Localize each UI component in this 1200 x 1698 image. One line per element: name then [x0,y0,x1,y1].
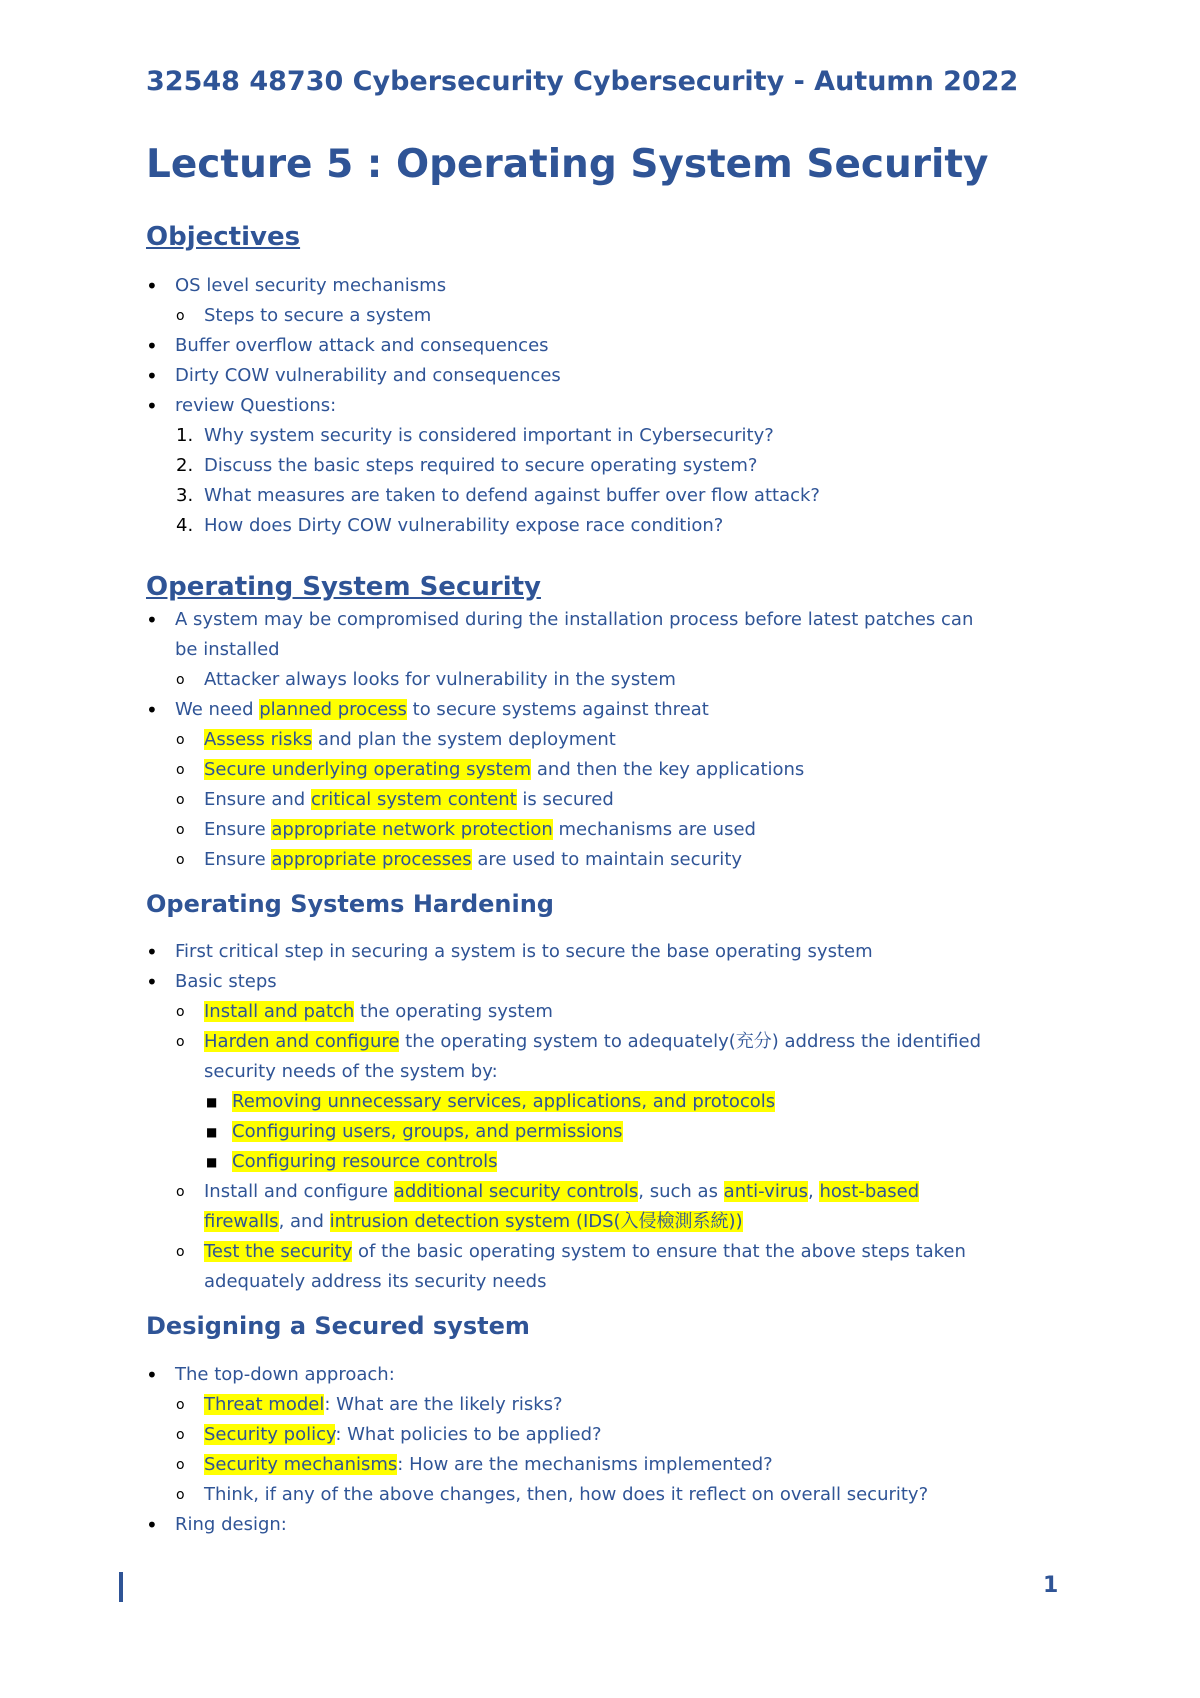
list-item: • Buffer overflow attack and consequences [0,331,1200,361]
square-bullet-icon: ■ [206,1095,218,1109]
list-item: • First critical step in securing a system is to secure the base operating system [0,937,1200,967]
bullet-icon: • [146,1513,158,1537]
circle-bullet-icon: o [176,308,185,324]
list-item: o Ensure appropriate network protection mechanisms are used [0,815,1200,845]
highlight: appropriate network protection [271,819,553,840]
question-number: 2. [176,455,194,476]
highlight: Configuring users, groups, and permissions [232,1121,623,1142]
list-item [0,1117,1200,1147]
list-item: • Ring design: [0,1510,1200,1540]
bullet-icon: • [146,970,158,994]
highlight: host-based firewalls [204,1181,920,1232]
list-item: • OS level security mechanisms [0,271,1200,301]
list-item: o Ensure and critical system content is secured [0,785,1200,815]
bullet-icon: • [146,364,158,388]
circle-bullet-icon: o [176,672,185,688]
circle-bullet-icon: o [176,762,185,778]
list-item: o Steps to secure a system [0,301,1200,331]
list-item: o Harden and configure the operating system to adequately(充分) address the identified security needs of the system by: [0,1027,994,1087]
circle-bullet-icon: o [176,1244,185,1260]
highlight: planned process [259,699,407,720]
list-item [0,1147,1200,1177]
oss-list [0,605,1200,875]
list-item: o Attacker always looks for vulnerability in the system [0,665,1200,695]
question-number: 4. [176,515,194,536]
highlight: anti-virus [723,1181,809,1202]
list-item: • Basic steps [0,967,1200,997]
circle-bullet-icon: o [176,1487,185,1503]
bullet-icon: • [146,608,158,632]
highlight: Security mechanisms [204,1454,398,1475]
list-item: o Security policy: What policies to be applied? [0,1420,1200,1450]
circle-bullet-icon: o [176,1427,185,1443]
list-item: o Think, if any of the above changes, then, how does it reflect on overall security? [0,1480,1200,1510]
objectives-heading: Objectives [146,222,301,252]
square-bullet-icon: ■ [206,1155,218,1169]
question-number: 1. [176,425,194,446]
page-title: Lecture 5 : Operating System Security [146,142,989,187]
highlight: additional security controls [393,1181,639,1202]
hardening-heading: Operating Systems Hardening [146,890,554,918]
list-item: o Ensure appropriate processes are used to maintain security [0,845,1200,875]
list-item: • We need planned process to secure systems against threat [0,695,1200,725]
page-number: 1 [1043,1573,1059,1598]
oss-heading: Operating System Security [146,572,541,602]
highlight: Removing unnecessary services, applications, and protocols [232,1091,776,1112]
highlight: Assess risks [204,729,313,750]
bullet-icon: • [146,334,158,358]
circle-bullet-icon: o [176,792,185,808]
list-item: o Security mechanisms: How are the mechanisms implemented? [0,1450,1200,1480]
circle-bullet-icon: o [176,1397,185,1413]
objectives-list [0,271,1200,541]
designing-heading: Designing a Secured system [146,1312,530,1340]
bullet-icon: • [146,940,158,964]
question-item: 2. Discuss the basic steps required to secure operating system? [0,451,1200,481]
list-item: • The top-down approach: [0,1360,1200,1390]
question-item: 1. Why system security is considered important in Cybersecurity? [0,421,1200,451]
highlight: Secure underlying operating system [204,759,532,780]
circle-bullet-icon: o [176,1004,185,1020]
bullet-icon: • [146,274,158,298]
highlight: Harden and configure [204,1031,400,1052]
circle-bullet-icon: o [176,732,185,748]
highlight: Test the security [204,1241,353,1262]
highlight: Threat model [204,1394,325,1415]
highlight: appropriate processes [271,849,472,870]
list-item: o Install and configure additional security controls, such as anti-virus, host-based firewalls, and intrusion detection system (IDS(入侵檢測系統)) [0,1177,1004,1237]
list-item: o Test the security of the basic operating system to ensure that the above steps taken adequately address its security needs [0,1237,984,1297]
circle-bullet-icon: o [176,1457,185,1473]
list-item: o Install and patch the operating system [0,997,1200,1027]
list-item [0,1087,1200,1117]
question-number: 3. [176,485,194,506]
designing-list [0,1360,1200,1540]
hardening-list [0,937,1200,1297]
highlight: intrusion detection system (IDS(入侵檢測系統)) [329,1211,743,1232]
list-item: • Dirty COW vulnerability and consequences [0,361,1200,391]
bullet-icon: • [146,698,158,722]
highlight: critical system content [310,789,517,810]
list-item: o Assess risks and plan the system deployment [0,725,1200,755]
list-item: • A system may be compromised during the installation process before latest patches can be installed [0,605,995,665]
footer-bar [119,1572,123,1602]
circle-bullet-icon: o [176,822,185,838]
list-item: • review Questions: [0,391,1200,421]
circle-bullet-icon: o [176,1184,185,1200]
document-header: 32548 48730 Cybersecurity Cybersecurity - Autumn 2022 [146,66,1019,97]
list-item: o Secure underlying operating system and then the key applications [0,755,1200,785]
circle-bullet-icon: o [176,1034,185,1050]
question-item: 4. How does Dirty COW vulnerability expose race condition? [0,511,1200,541]
bullet-icon: • [146,394,158,418]
circle-bullet-icon: o [176,852,185,868]
highlight: Security policy [204,1424,336,1445]
list-item: o Threat model: What are the likely risks? [0,1390,1200,1420]
bullet-icon: • [146,1363,158,1387]
highlight: Configuring resource controls [232,1151,498,1172]
square-bullet-icon: ■ [206,1125,218,1139]
highlight: Install and patch [204,1001,355,1022]
question-item: 3. What measures are taken to defend against buffer over flow attack? [0,481,1200,511]
